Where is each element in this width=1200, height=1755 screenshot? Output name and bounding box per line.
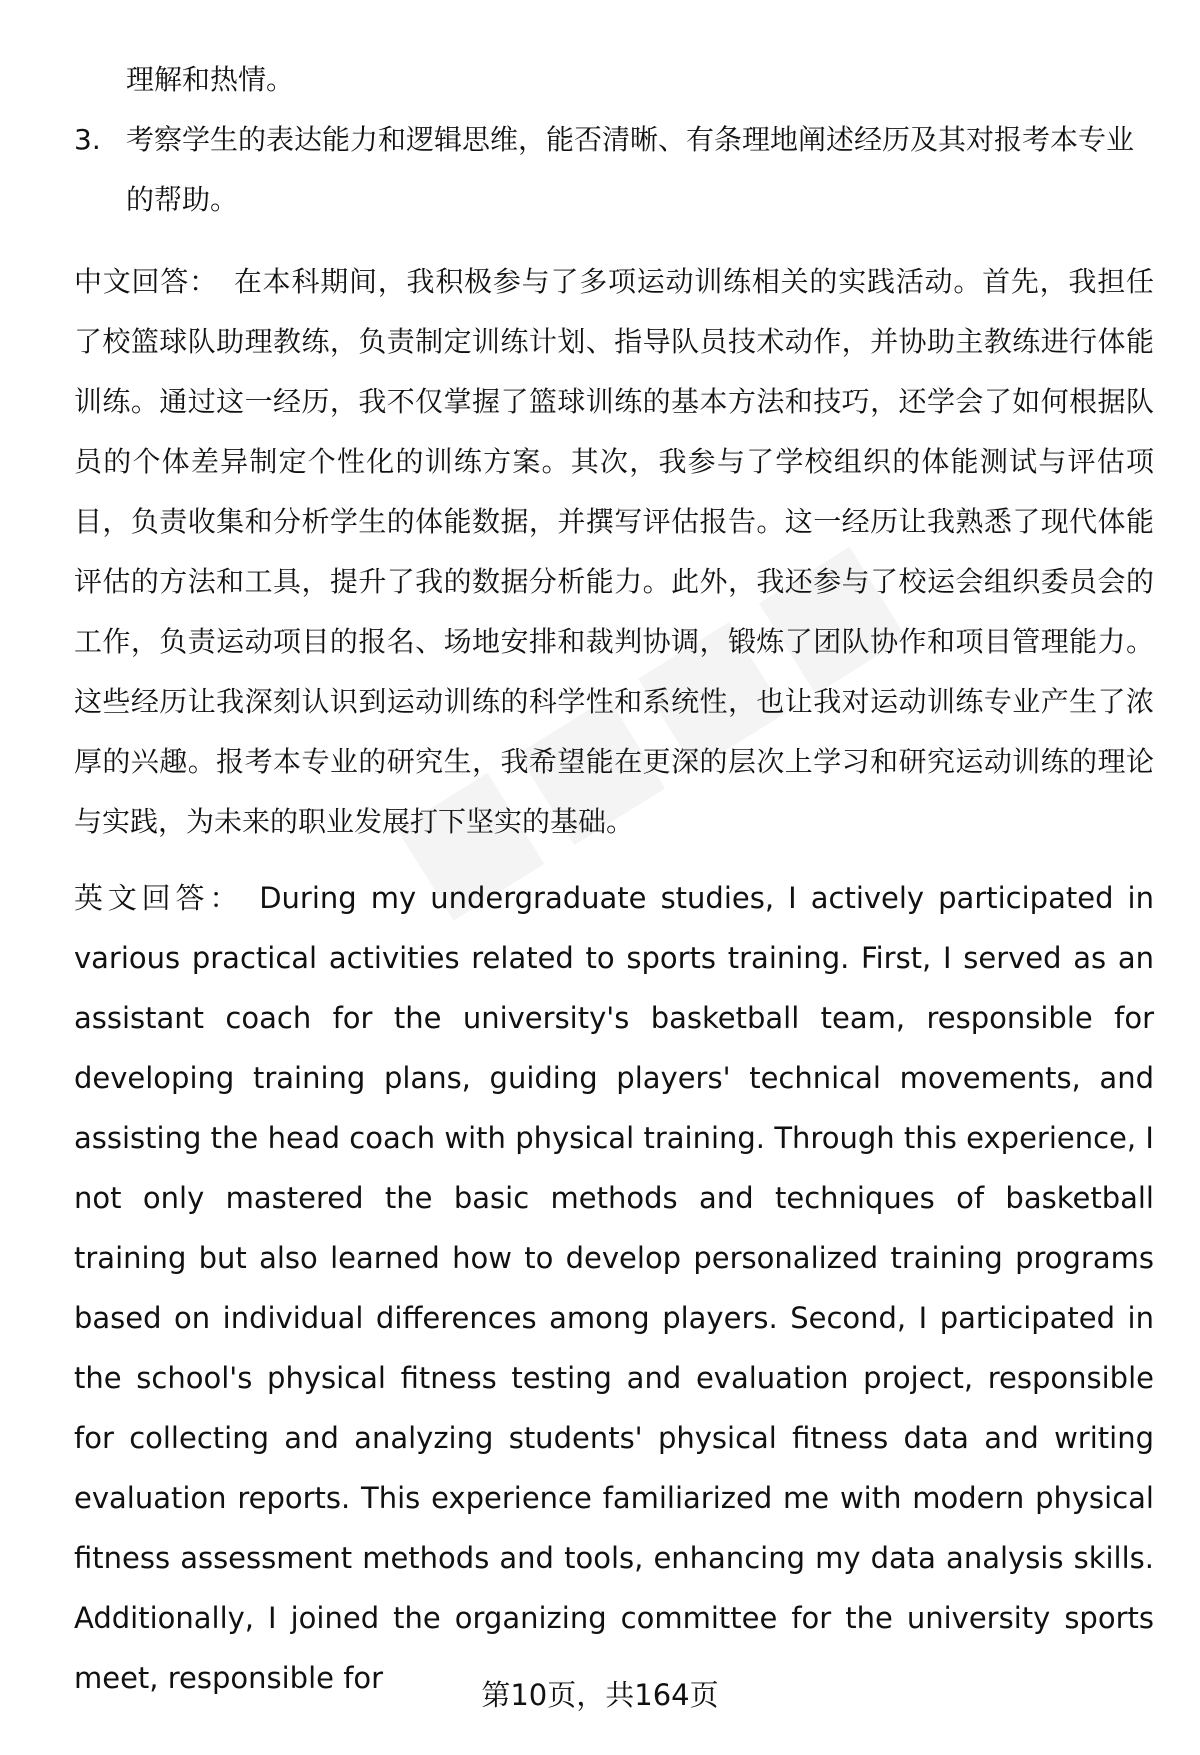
document-body: [74, 50, 1154, 1708]
english-answer-paragraph: [74, 868, 1154, 1708]
page-number-footer: 第10页，共164页: [481, 1678, 719, 1712]
chinese-answer-paragraph: [74, 252, 1154, 852]
english-answer-label: 英文回答：: [74, 881, 244, 915]
list-item-3: [74, 110, 1154, 230]
list-item-text: 考察学生的表达能力和逻辑思维，能否清晰、有条理地阐述经历及其对报考本专业的帮助。: [126, 123, 1135, 216]
english-answer-text: During my undergraduate studies, I actively participated in various practical activities related to sports training. First, I served as an assistant coach for the university's basketball team, responsible for developing training plans, guiding players' technical movements, and assisting the head coach with physical training. Through this experience, I not only mastered the basic methods and techniques of basketball training but also learned how to develop personalized training programs based on individual differences among players. Second, I participated in the school's physical fitness testing and evaluation project, responsible for collecting and analyzing students' physical fitness data and writing evaluation reports. This experience familiarized me with modern physical fitness assessment methods and tools, enhancing my data analysis skills. Additionally, I joined the organizing committee for the university sports meet, responsible for: [74, 881, 1154, 1695]
continuation-line: 理解和热情。: [126, 63, 295, 96]
list-item-number: 3.: [74, 123, 101, 156]
chinese-answer-text: 在本科期间，我积极参与了多项运动训练相关的实践活动。首先，我担任了校篮球队助理教练，负责制定训练计划、指导队员技术动作，并协助主教练进行体能训练。通过这一经历，我不仅掌握了篮球训练的基本方法和技巧，还学会了如何根据队员的个体差异制定个性化的训练方案。其次，我参与了学校组织的体能测试与评估项目，负责收集和分析学生的体能数据，并撰写评估报告。这一经历让我熟悉了现代体能评估的方法和工具，提升了我的数据分析能力。此外，我还参与了校运会组织委员会的工作，负责运动项目的报名、场地安排和裁判协调，锻炼了团队协作和项目管理能力。这些经历让我深刻认识到运动训练的科学性和系统性，也让我对运动训练专业产生了浓厚的兴趣。报考本专业的研究生，我希望能在更深的层次上学习和研究运动训练的理论与实践，为未来的职业发展打下坚实的基础。: [74, 265, 1154, 838]
chinese-answer-label: 中文回答：: [74, 265, 218, 298]
